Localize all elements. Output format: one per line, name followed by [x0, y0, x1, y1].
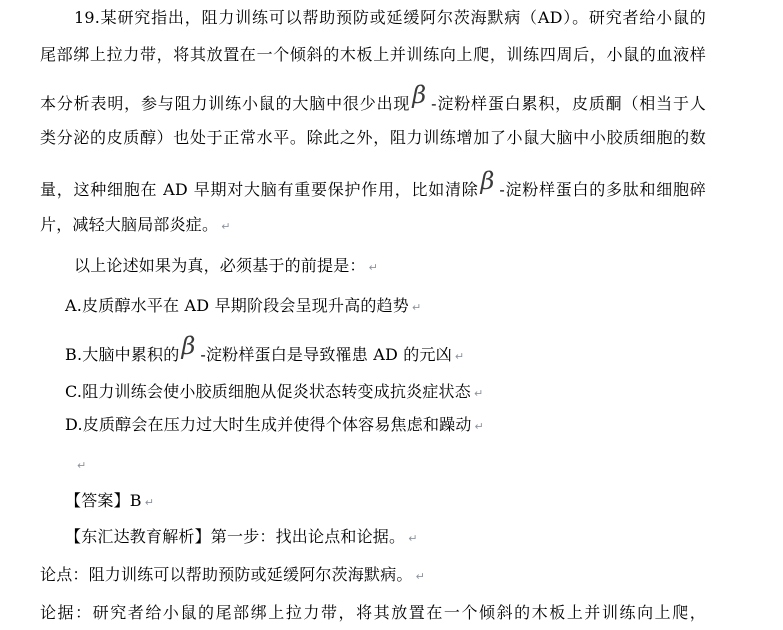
- analysis-header-line-text: 【东汇达教育解析】第一步：找出论点和论据。: [65, 527, 406, 546]
- stem-line-1-text: 19.某研究指出，阻力训练可以帮助预防或延缓阿尔茨海默病（AD）。研究者给小鼠的: [74, 8, 706, 27]
- argument-evidence-line-text: 论据：研究者给小鼠的尾部绑上拉力带，将其放置在一个倾斜的木板上并训练向上爬，: [40, 603, 706, 622]
- answer-line-text: 【答案】B: [65, 491, 142, 510]
- stem-line-3-text: 本分析表明，参与阻力训练小鼠的大脑中很少出现: [40, 94, 411, 113]
- stem-line-3-text: -淀粉样蛋白累积，皮质酮（相当于人: [431, 94, 706, 113]
- paragraph-mark-icon: ↵: [144, 496, 154, 509]
- paragraph-mark-icon: ↵: [368, 261, 378, 274]
- option-d: [65, 414, 484, 437]
- option-a-text: A.皮质醇水平在 AD 早期阶段会呈现升高的趋势: [65, 296, 409, 315]
- stem-line-6-text: 片，减轻大脑局部炎症。: [40, 215, 219, 234]
- argument-point-line-text: 论点：阻力训练可以帮助预防或延缓阿尔茨海默病。: [40, 565, 413, 584]
- option-b: [65, 332, 465, 367]
- beta-symbol: β: [480, 167, 495, 195]
- paragraph-mark-icon: ↵: [454, 350, 465, 363]
- paragraph-mark-icon: ↵: [474, 420, 484, 433]
- stem-line-1: [74, 7, 706, 28]
- option-b-text: B.大脑中累积的: [65, 345, 180, 364]
- analysis-header-line: [65, 526, 417, 549]
- paragraph-mark-icon: ↵: [221, 220, 231, 233]
- option-d-text: D.皮质醇会在压力过大时生成并使得个体容易焦虑和躁动: [65, 415, 472, 434]
- stem-line-4-text: 类分泌的皮质醇）也处于正常水平。除此之外，阻力训练增加了小鼠大脑中小胶质细胞的数: [40, 128, 706, 147]
- stem-line-4: [40, 127, 706, 148]
- paragraph-mark-icon: ↵: [473, 387, 484, 400]
- argument-point-line: [40, 564, 425, 587]
- option-b-text: -淀粉样蛋白是导致罹患 AD 的元凶: [200, 345, 452, 364]
- paragraph-mark-icon: ↵: [77, 459, 87, 472]
- empty-paragraph: [74, 453, 86, 476]
- argument-evidence-line: [40, 602, 706, 623]
- question-prompt: [74, 255, 378, 278]
- stem-line-2-text: 尾部绑上拉力带，将其放置在一个倾斜的木板上并训练向上爬，训练四周后，小鼠的血液样: [40, 45, 706, 64]
- beta-symbol: β: [412, 81, 427, 109]
- option-c: [65, 381, 483, 404]
- stem-line-5: [40, 167, 706, 200]
- beta-symbol: β: [181, 332, 196, 360]
- answer-line: [65, 490, 154, 513]
- paragraph-mark-icon: ↵: [415, 570, 425, 583]
- question-prompt-text: 以上论述如果为真，必须基于的前提是：: [74, 256, 366, 275]
- paragraph-mark-icon: ↵: [408, 532, 418, 545]
- stem-line-2: [40, 44, 706, 65]
- stem-line-5-text: -淀粉样蛋白的多肽和细胞碎: [499, 180, 706, 199]
- paragraph-mark-icon: ↵: [412, 301, 422, 314]
- option-a: [65, 295, 421, 318]
- stem-line-6: [40, 214, 230, 237]
- stem-line-5-text: 量，这种细胞在 AD 早期对大脑有重要保护作用，比如清除: [40, 180, 479, 199]
- stem-line-3: [40, 81, 706, 114]
- option-c-text: C.阻力训练会使小胶质细胞从促炎状态转变成抗炎症状态: [65, 382, 471, 401]
